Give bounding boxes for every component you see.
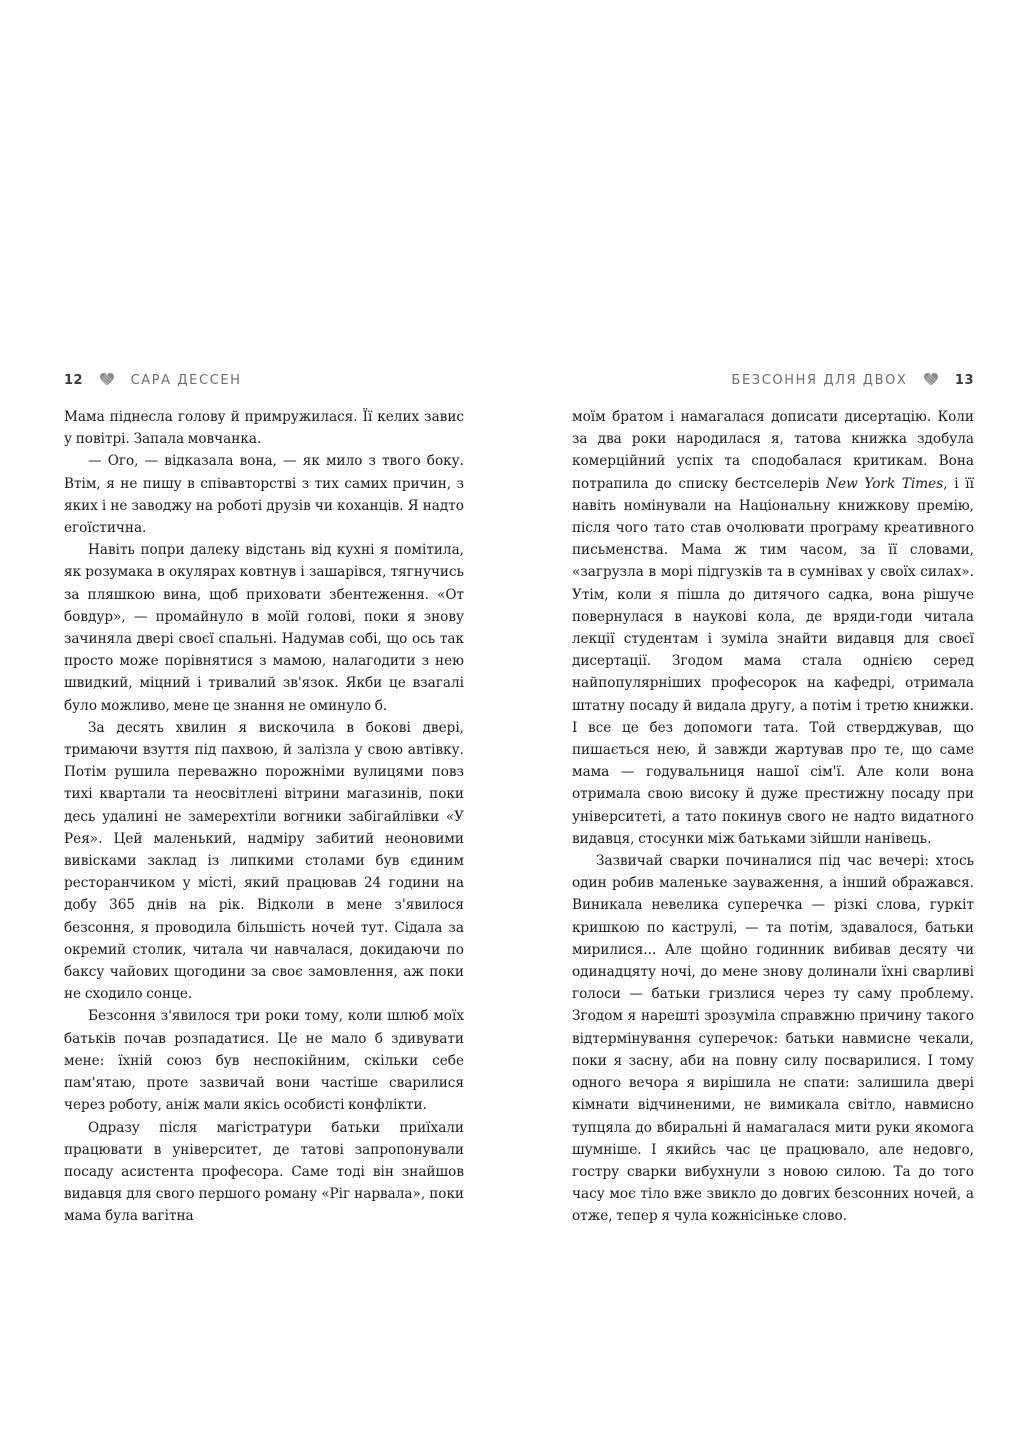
right-page-number: 13: [954, 373, 974, 388]
continuation-text: моїм братом і намагалася дописати дисертацію. Коли за два роки народилася я, татова книжка здобула комерційний успіх та сподобалася критикам. Вона потрапила до списку бестселерів: [572, 409, 974, 492]
right-page-body: [572, 406, 974, 1228]
paragraph: Безсоння з'явилося три роки тому, коли шлюб моїх батьків почав розпадатися. Це не мало б здивувати мене: їхній союз був неспокійним, скільки себе пам'ятаю, проте зазвичай вони частіше сварилися через роботу, аніж мали якісь особисті конфлікти.: [64, 1008, 464, 1114]
paragraph-continuation: [572, 406, 974, 850]
left-running-header: [64, 372, 464, 406]
continuation-rest: , і її навіть номінували на Національну книжкову премію, після чого тато став очолювати програму креативного письменства. Мама ж тим часом, за її словами, «загрузла в морі підгузків та в сумнівах у своїх силах». Утім, коли я пішла до дитячого садка, вона рішуче повернулася в наукові кола, де вряди-годи читала лекції студентам і зуміла знайти видавця для своєї дисертації. Згодом мама стала однією серед найпопулярніших професорок на кафедрі, отримала штатну посаду й видала другу, а потім і третю книжки. І все це без допомоги тата. Той стверджував, що пишається нею, й завжди жартував про те, що саме мама — годувальниця нашої сім'ї. Але коли вона отримала свою високу й дуже престижну посаду при університеті, а тато покинув свого не надто видатного видавця, стосунки між батьками зійшли нанівець.: [572, 475, 974, 847]
right-running-head-title: БЕЗСОННЯ ДЛЯ ДВОХ: [731, 373, 908, 388]
paragraph: За десять хвилин я вискочила в бокові двері, тримаючи взуття під пахвою, й залізла у свою автівку. Потім рушила переважно порожніми вулицями повз тихі квартали та неосвітлені вітрини магазинів, поки десь удалині не замерехтіли вогники забігайлівки «У Рея». Цей маленький, надміру забитий неоновими вивісками заклад із липкими столами був єдиним ресторанчиком у місті, який працював 24 години на добу 365 днів на рік. Відколи в мене з'явилося безсоння, я проводила більшість ночей тут. Сідала за окремий столик, читала чи навчалася, докидаючи по баксу чайових щогодини за своє замовлення, аж поки не сходило сонце.: [64, 719, 464, 1003]
paragraph: Навіть попри далеку відстань від кухні я помітила, як розумака в окулярах ковтнув і зашарівся, тягнучись за пляшкою вина, щоб приховати збентеження. «От бовдур», — промайнуло в моїй голові, поки я знову зачиняла двері своєї спальні. Надумав собі, що ось так просто може порівнятися з мамою, налагодити з нею швидкий, міцний і тривалий зв'язок. Якби це взагалі було можливо, мене це знання не оминуло б.: [64, 542, 464, 714]
paragraph: Зазвичай сварки починалися під час вечері: хтось один робив маленьке зауваження, а інший ображався. Виникала невелика суперечка — різкі слова, гуркіт кришкою по каструлі, — та потім, здавалося, батьки мирилися... Але щойно годинник вибивав десяту чи одинадцяту ночі, до мене знову долинали їхні сварливі голоси — батьки гризлися через ту саму проблему. Згодом я нарешті зрозуміла справжню причину такого відтермінування суперечок: батьки навмисне чекали, поки я засну, аби на повну силу посварилися. І тому одного вечора я вирішила не спати: залишила двері кімнати відчиненими, не вимикала світло, навмисно тупцяла до вбиральні й намагалася мити руки якомога шумніше. І якийсь час це працювало, але недовго, гостру сварки вибухнули з новою силою. Та до того часу моє тіло вже звикло до довгих безсонних ночей, а отже, тепер я чула кожнісіньке слово.: [572, 853, 974, 1225]
italic-title: New York Times: [826, 475, 944, 492]
left-running-head-title: САРА ДЕССЕН: [130, 373, 242, 388]
paragraph: Мама піднесла голову й примружилася. Її келих завис у повітрі. Запала мовчанка.: [64, 409, 464, 448]
heart-icon: [99, 372, 115, 386]
right-running-header: [572, 372, 974, 406]
left-page-number: 12: [64, 373, 84, 388]
paragraph: Одразу після магістратури батьки приїхали працювати в університет, де татові запропонували посаду асистента професора. Саме тоді він знайшов видавця для свого першого роману «Ріг нарвала», поки мама була вагітна: [64, 1119, 464, 1225]
paragraph: — Ого, — відказала вона, — як мило з твого боку. Втім, я не пишу в співавторстві з тих самих причин, з яких і не заводжу на роботі друзів чи коханців. Я надто егоїстична.: [64, 453, 464, 537]
heart-icon: [923, 372, 939, 386]
left-page-body: [64, 406, 464, 1228]
right-page: [572, 372, 974, 1228]
left-page: [64, 372, 464, 1228]
